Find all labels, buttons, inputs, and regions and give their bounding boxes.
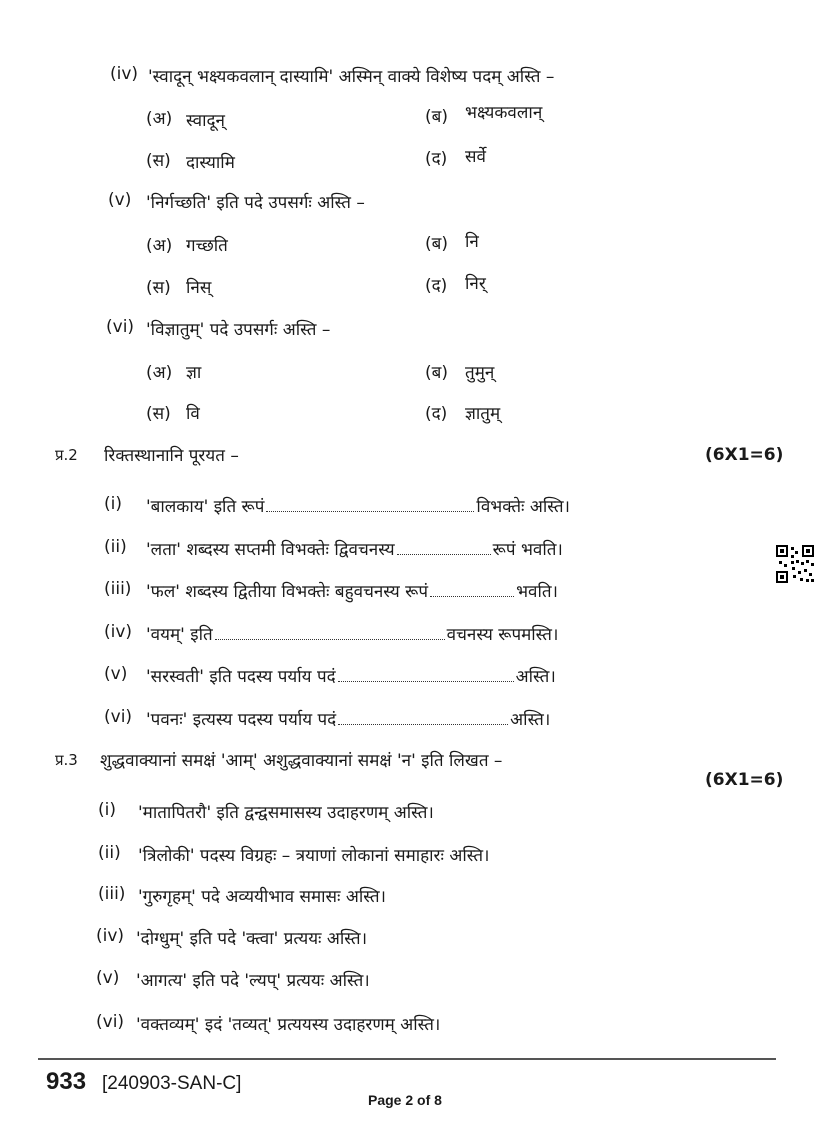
q1-vi-option-d: ज्ञातुम्: [465, 404, 501, 424]
q2-heading: रिक्तस्थानानि पूरयत –: [104, 446, 239, 466]
q1-iv-option-b-label: (ब): [425, 107, 448, 127]
q1-vi-option-b: तुमुन्: [465, 363, 495, 383]
q3-item-number: (vi): [96, 1012, 125, 1032]
q1-vi-option-a-label: (अ): [146, 363, 173, 383]
q1-v-option-d-label: (द): [425, 276, 448, 296]
q3-item-number: (iv): [96, 926, 125, 946]
q3-marks: (6X1=6): [705, 770, 784, 790]
q3-item-number: (iii): [98, 884, 126, 904]
q2-item-number: (vi): [104, 707, 133, 727]
q1-vi-option-c-label: (स): [146, 404, 171, 424]
q2-number: प्र.2: [55, 446, 78, 464]
footer-divider: [38, 1058, 776, 1060]
q1-v-number: (v): [108, 190, 132, 210]
q2-item-number: (v): [104, 664, 128, 684]
q3-item-number: (ii): [98, 843, 121, 863]
qr-code-icon: [776, 545, 814, 583]
q2-item-number: (ii): [104, 537, 127, 557]
q3-item: 'दोग्धुम्' इति पदे 'क्त्वा' प्रत्ययः अस्ति।: [136, 929, 368, 949]
q2-item: 'लता' शब्दस्य सप्तमी विभक्तेः द्विवचनस्य रूपं भवति।: [146, 540, 563, 560]
page-number: Page 2 of 8: [368, 1092, 442, 1108]
q3-item-number: (i): [98, 800, 116, 820]
q2-item: 'बालकाय' इति रूपं विभक्तेः अस्ति।: [146, 497, 571, 517]
q1-v-option-c: निस्: [186, 278, 212, 298]
q1-iv-option-a: स्वादून्: [186, 111, 225, 131]
q3-item-number: (v): [96, 968, 120, 988]
q1-iv-option-a-label: (अ): [146, 109, 173, 129]
q2-item: 'वयम्' इति वचनस्य रूपमस्ति।: [146, 625, 559, 645]
q2-marks: (6X1=6): [705, 445, 784, 465]
q2-item-number: (iv): [104, 622, 133, 642]
q1-vi-number: (vi): [106, 317, 135, 337]
q1-iv-option-c: दास्यामि: [186, 153, 235, 173]
q2-item-number: (i): [104, 494, 122, 514]
q2-item: 'सरस्वती' इति पदस्य पर्याय पदं अस्ति।: [146, 667, 556, 687]
q1-iv-option-b: भक्ष्यकवलान्: [465, 103, 543, 123]
q1-vi-option-d-label: (द): [425, 404, 448, 424]
q1-v-option-d: निर्: [465, 274, 486, 294]
paper-code: [240903-SAN-C]: [102, 1073, 242, 1094]
q1-iv-question: 'स्वादून् भक्ष्यकवलान् दास्यामि' अस्मिन् वाक्ये विशेष्य पदम् अस्ति –: [148, 67, 555, 87]
q1-vi-question: 'विज्ञातुम्' पदे उपसर्गः अस्ति –: [146, 320, 331, 340]
q2-item: 'पवनः' इत्यस्य पदस्य पर्याय पदं अस्ति।: [146, 710, 551, 730]
q1-iv-option-c-label: (स): [146, 151, 171, 171]
q3-item: 'त्रिलोकी' पदस्य विग्रहः – त्रयाणां लोकानां समाहारः अस्ति।: [138, 846, 490, 866]
q1-iv-number: (iv): [110, 64, 139, 84]
q3-heading: शुद्धवाक्यानां समक्षं 'आम्' अशुद्धवाक्यानां समक्षं 'न' इति लिखत –: [100, 751, 503, 771]
q1-v-option-a: गच्छति: [186, 236, 228, 256]
q3-item: 'मातापितरौ' इति द्वन्द्वसमासस्य उदाहरणम् अस्ति।: [138, 803, 434, 823]
q2-item: 'फल' शब्दस्य द्वितीया विभक्तेः बहुवचनस्य रूपं भवति।: [146, 582, 559, 602]
q1-v-option-c-label: (स): [146, 278, 171, 298]
q1-vi-option-c: वि: [186, 404, 200, 424]
q3-item: 'गुरुगृहम्' पदे अव्ययीभाव समासः अस्ति।: [138, 887, 387, 907]
q3-item: 'आगत्य' इति पदे 'ल्यप्' प्रत्ययः अस्ति।: [136, 971, 370, 991]
q1-vi-option-a: ज्ञा: [186, 363, 202, 383]
q1-vi-option-b-label: (ब): [425, 363, 448, 383]
q1-v-option-a-label: (अ): [146, 236, 173, 256]
paper-code-number: 933: [46, 1068, 87, 1095]
q1-v-question: 'निर्गच्छति' इति पदे उपसर्गः अस्ति –: [146, 193, 365, 213]
q3-item: 'वक्तव्यम्' इदं 'तव्यत्' प्रत्ययस्य उदाहरणम् अस्ति।: [136, 1015, 441, 1035]
q1-iv-option-d: सर्वे: [465, 147, 486, 167]
q2-item-number: (iii): [104, 579, 132, 599]
q1-v-option-b: नि: [465, 232, 479, 252]
q1-iv-option-d-label: (द): [425, 149, 448, 169]
q1-v-option-b-label: (ब): [425, 234, 448, 254]
q3-number: प्र.3: [55, 751, 78, 769]
